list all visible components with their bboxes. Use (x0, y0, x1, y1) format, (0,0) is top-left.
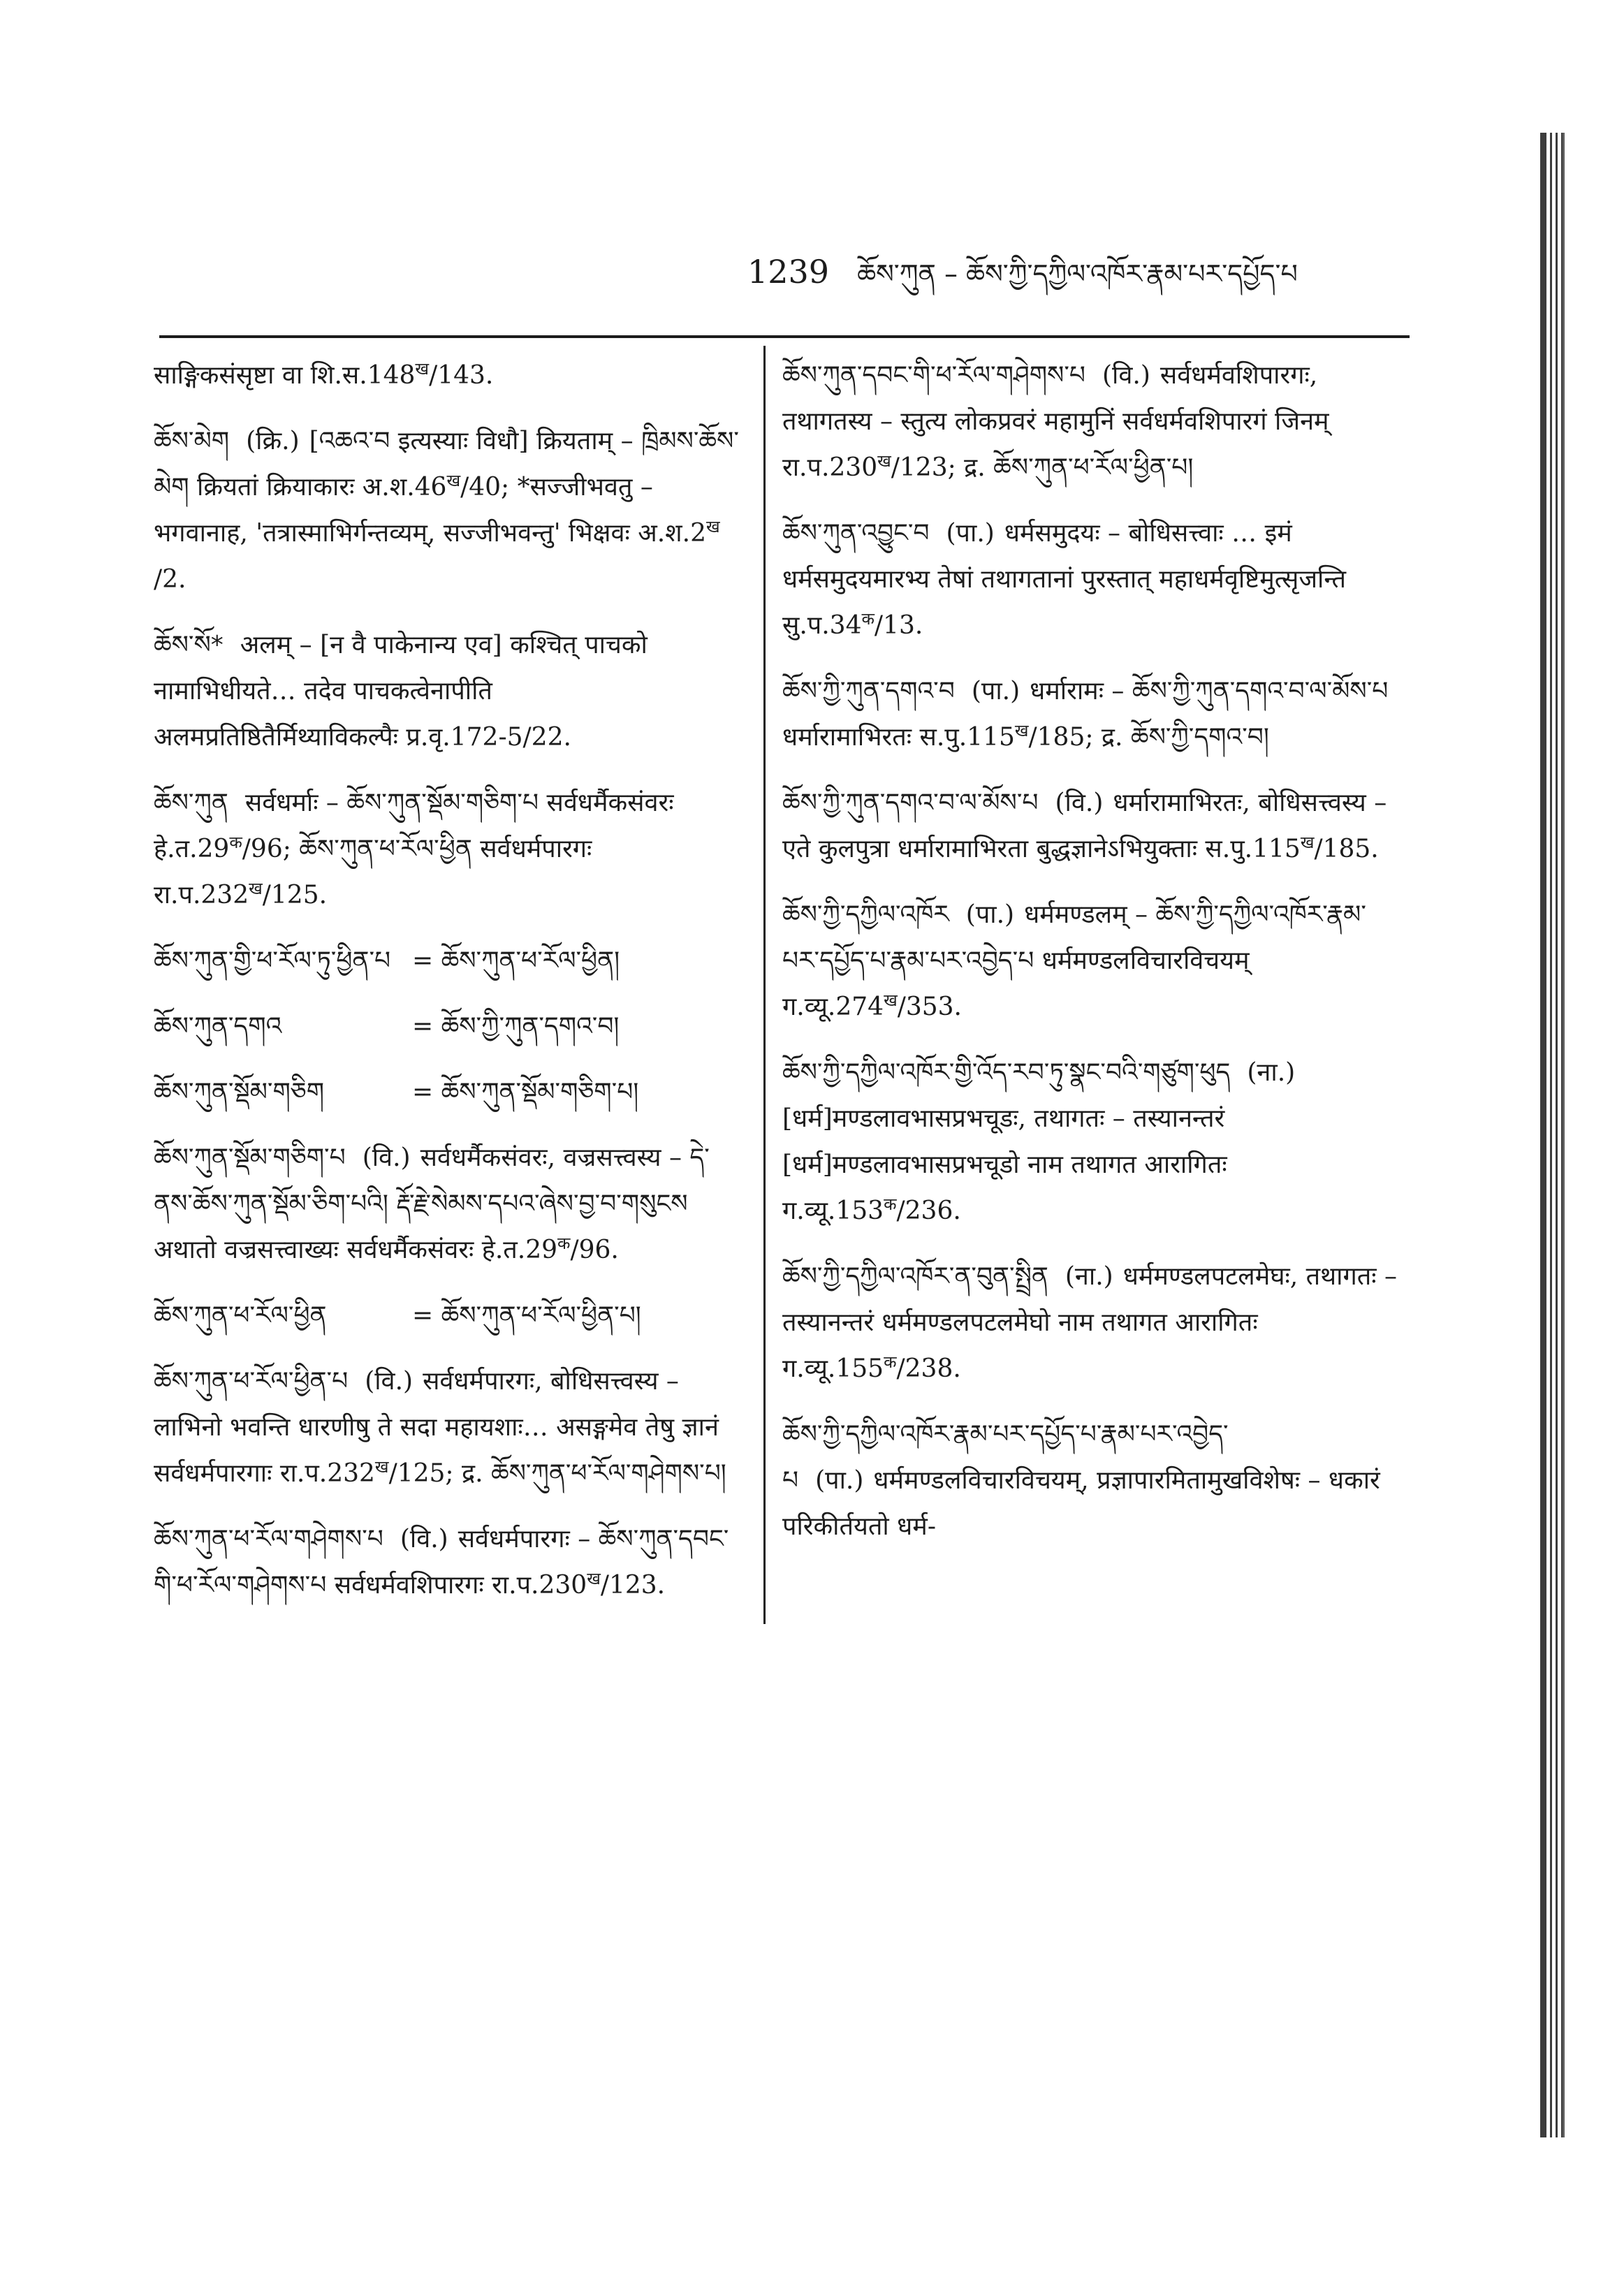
entry-headword: ཆོས་ཀུན་དགའ (154, 1012, 282, 1041)
entry-definition: = ཆོས་ཀུན་ཕ་རོལ་ཕྱིན་པ། (412, 1301, 641, 1330)
dictionary-entry (782, 1050, 1397, 1234)
dictionary-entry (782, 1412, 1397, 1550)
page-header (747, 244, 1446, 307)
entry-grammar: (वि.) (400, 1525, 448, 1553)
dictionary-entry (154, 1069, 744, 1116)
entry-grammar: (वि.) (1102, 361, 1150, 390)
dictionary-entry (154, 418, 744, 603)
left-entries (154, 418, 744, 1609)
dictionary-entry (154, 622, 744, 761)
entry-headword: ཆོས་ཀྱི་དཀྱིལ་འཁོར་གྱི་འོད་རབ་ཏུ་སྣང་བའི་གཙུག་ཕུད (782, 1058, 1231, 1087)
entry-definition: सर्वधर्मपारगः, बोधिसत्त्वस्य – लाभिनो भवन्ति धारणीषु ते सदा महायशाः… असङ्गमेव तेषु ज्ञानं सर्वधर्मपारगाः $रा.प.232^ख/125$; द्र. ཆོས་ཀུན་ཕ་རོལ་གཤེགས་པ། (154, 1367, 726, 1488)
dictionary-entry (154, 1004, 744, 1050)
entry-headword: ཆོས་མེག (154, 427, 230, 455)
entry-headword: ཆོས་ཀྱི་ཀུན་དགའ་བ་ལ་མོས་པ (782, 789, 1039, 817)
dictionary-entry (782, 511, 1397, 649)
dictionary-entry (782, 780, 1397, 872)
entry-definition: [धर्म]मण्डलावभासप्रभचूडः, तथागतः – तस्यानन्तरं [धर्म]मण्डलावभासप्रभचूडो नाम तथागत आरागितः $ग.व्यू.153^क/236$. (782, 1104, 1227, 1225)
dictionary-entry (782, 353, 1397, 491)
header-rule (159, 335, 1410, 338)
left-column (154, 353, 744, 1628)
entry-definition: = ཆོས་ཀུན་སྡོམ་གཅིག་པ། (412, 1078, 639, 1106)
entry-headword: ཆོས་ཀྱི་དཀྱིལ་འཁོར་རྣམ་པར་དཔྱོད་པ་རྣམ་པར་འབྱེད་པ (782, 1420, 1229, 1495)
dictionary-entry (782, 1254, 1397, 1392)
entry-definition: धर्ममण्डलपटलमेघः, तथागतः – तस्यानन्तरं धर्ममण्डलपटलमेघो नाम तथागत आरागितः $ग.व्यू.155^क/238$. (782, 1262, 1398, 1383)
dictionary-entry (154, 1359, 744, 1497)
dictionary-entry (154, 938, 744, 984)
binding-edge (1540, 133, 1565, 2137)
entry-definition: सर्वधर्मवशिपारगः, तथागतस्य – स्तुत्य लोकप्रवरं महामुनिं सर्वधर्मवशिपारगं जिनम् $रा.प.230^ख/123$; द्र. ཆོས་ཀུན་ཕ་རོལ་ཕྱིན་པ། (782, 361, 1329, 482)
entry-headword: ཆོས་ཀུན་ཕ་རོལ་ཕྱིན (154, 1301, 327, 1330)
entry-headword: ཆོས་ཀུན (154, 789, 228, 817)
page-number: 1239 (747, 253, 830, 291)
entry-headword: ཆོས་ཀུན་འབྱུང་བ (782, 519, 930, 548)
entry-definition: धर्मारामाभिरतः, बोधिसत्त्वस्य – एते कुलपुत्रा धर्मारामाभिरता बुद्धज्ञानेऽभियुक्ताः $स.पु.115^ख/185$. (782, 789, 1387, 863)
entry-grammar: (पा.) (815, 1466, 864, 1495)
entry-headword: ཆོས་ཀུན་ཕ་རོལ་གཤེགས་པ (154, 1525, 383, 1553)
entry-headword: ཆོས་ཀུན་གྱི་ཕ་རོལ་ཏུ་ཕྱིན་པ (154, 946, 391, 975)
dictionary-entry (782, 892, 1397, 1030)
entry-definition: धर्ममण्डलविचारविचयम्, प्रज्ञापारमितामुखविशेषः – धकारं परिकीर्तयतो धर्म- (782, 1466, 1380, 1541)
entry-headword: ཆོས་ཀུན་སྡོམ་གཅིག་པ (154, 1143, 346, 1172)
dictionary-entry (154, 1293, 744, 1339)
entry-grammar: (क्रि.) (246, 427, 300, 455)
entry-definition: [འཆའ་བ इत्यस्याः विधौ] क्रियताम् – ཁྲིམས་ཆོས་མེག क्रियतां क्रियाकारः $अ.श.46^ख/40$; *सज्जीभवतु – भगवानाह, 'तत्रास्माभिर्गन्तव्यम्, सज्जीभवन्तु' भिक्षवः $अ.श.2^ख$ /2. (154, 427, 739, 594)
entry-headword: ཆོས་ཀུན་ཕ་རོལ་ཕྱིན་པ (154, 1367, 349, 1396)
entry-grammar: (पा.) (965, 900, 1015, 929)
entry-grammar: (वि.) (365, 1367, 414, 1396)
dictionary-entry (154, 780, 744, 919)
entry-headword: ཆོས་ཀུན་དབང་གི་ཕ་རོལ་གཤེགས་པ (782, 361, 1085, 390)
entry-definition: सर्वधर्माः – ཆོས་ཀུན་སྡོམ་གཅིག་པ सर्वधर्मैकसंवरः $हे.त.29^क/96$; ཆོས་ཀུན་ཕ་རོལ་ཕྱིན सर्वधर्मपारगः $रा.प.232^ख/125$. (154, 789, 674, 909)
entry-definition: सर्वधर्मपारगः – ཆོས་ཀུན་དབང་གི་ཕ་རོལ་གཤེགས་པ सर्वधर्मवशिपारगः $रा.प.230^ख/123$. (154, 1525, 729, 1600)
entry-headword: ཆོས་ཀྱི་དཀྱིལ་འཁོར (782, 900, 949, 929)
entry-definition: सर्वधर्मैकसंवरः, वज्रसत्त्वस्य – དེ་ནས་ཆོས་ཀུན་སྡོམ་ཅིག་པའི། རྡོ་རྗེ་སེམས་དཔའ་ཞེས་བྱ་བ་གསུངས अथातो वज्रसत्त्वाख्यः सर्वधर्मैकसंवरः $हे.त.29^क/96$. (154, 1143, 710, 1264)
entry-definition: धर्मारामः – ཆོས་ཀྱི་ཀུན་དགའ་བ་ལ་མོས་པ धर्मारामाभिरतः $स.पु.115^ख/185$; द्र. ཆོས་ཀྱི་དགའ་བ། (782, 677, 1389, 752)
entry-grammar: (पा.) (971, 677, 1021, 705)
entry-definition: धर्ममण्डलम् – ཆོས་ཀྱི་དཀྱིལ་འཁོར་རྣམ་པར་དཔྱོད་པ་རྣམ་པར་འབྱེད་པ धर्ममण्डलविचारविचयम् $ग.व्यू.274^ख/353$. (782, 900, 1366, 1021)
dictionary-entry (154, 1516, 744, 1609)
running-head: ཆོས་ཀུན – ཆོས་ཀྱི་དཀྱིལ་འཁོར་རྣམ་པར་དཔྱོད་པ (857, 258, 1298, 289)
continuation-text: साङ्गिकसंसृष्टा वा $शि.स.148^ख/143$. (154, 359, 494, 390)
entry-definition: धर्मसमुदयः – बोधिसत्त्वाः … इमं धर्मसमुदयमारभ्य तेषां तथागतानां पुरस्तात् महाधर्मवृष्टिमुत्सृजन्ति $सु.प.34^क/13$. (782, 519, 1346, 640)
column-divider (763, 346, 766, 1624)
entry-headword: ཆོས་ཀྱི་དཀྱིལ་འཁོར་ན་བུན་སྤྲིན (782, 1262, 1048, 1291)
dictionary-entry (154, 1135, 744, 1273)
entry-headword: ཆོས་ཀུན་སྡོམ་གཅིག (154, 1078, 325, 1106)
entry-definition: = ཆོས་ཀྱི་ཀུན་དགའ་བ། (412, 1012, 620, 1041)
entry-grammar: (ना.) (1065, 1262, 1113, 1291)
entry-definition: अलम् – [न वै पाकेनान्य एव] कश्चित् पाचको नामाभिधीयते… तदेव पाचकत्वेनापीति अलमप्रतिष्ठितैर्मिथ्याविकल्पैः प्र.वृ.172-5/22. (154, 631, 648, 752)
entry-grammar: (ना.) (1247, 1058, 1296, 1087)
right-column (782, 353, 1397, 1570)
right-entries (782, 353, 1397, 1550)
entry-grammar: (वि.) (1055, 789, 1104, 817)
entry-grammar: (वि.) (362, 1143, 411, 1172)
dictionary-entry (782, 668, 1397, 761)
entry-grammar: (पा.) (946, 519, 995, 548)
entry-definition: = ཆོས་ཀུན་ཕ་རོལ་ཕྱིན། (412, 946, 620, 975)
entry-headword: ཆོས་ཀྱི་ཀུན་དགའ་བ (782, 677, 955, 705)
entry-headword: ཆོས་སོ* (154, 631, 224, 659)
